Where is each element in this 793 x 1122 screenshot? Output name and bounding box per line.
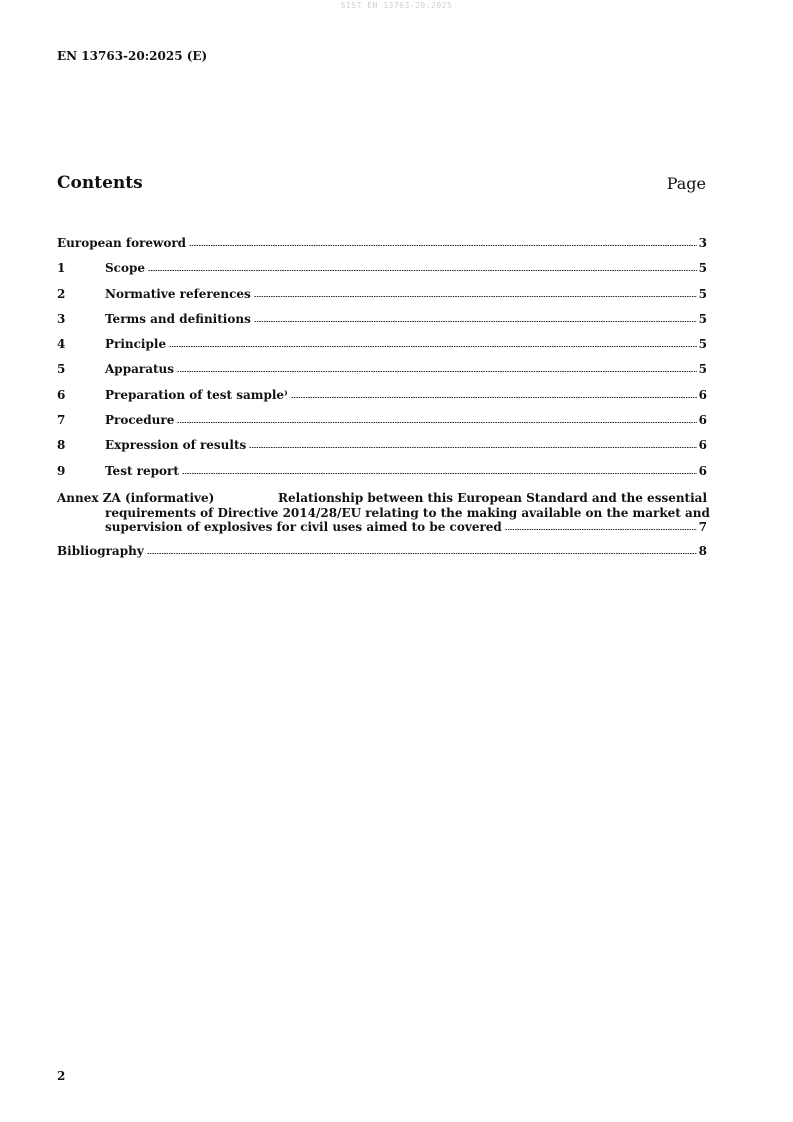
dot-leader <box>169 345 697 348</box>
toc-entry-page: 6 <box>698 413 707 428</box>
toc-entry-page: 6 <box>698 438 707 453</box>
toc-entry-title: Bibliography <box>57 543 144 558</box>
annex-title-part-1: Relationship between this European Standard and the essential <box>278 490 707 505</box>
toc-entry-page: 3 <box>698 236 707 250</box>
toc-entry-title: European foreword <box>57 236 187 250</box>
toc-entry-number: 3 <box>57 311 66 326</box>
dot-leader <box>177 421 696 424</box>
toc-entry-number: 4 <box>57 337 66 352</box>
dot-leader <box>177 370 697 373</box>
dot-leader <box>182 472 697 475</box>
dot-leader <box>505 528 697 531</box>
toc-entry-normative-references[interactable] <box>57 287 707 312</box>
toc-entry-procedure[interactable] <box>57 413 707 438</box>
toc-entry-number: 5 <box>57 362 66 377</box>
toc-entry-page: 5 <box>698 286 707 301</box>
toc-entry-title: Apparatus <box>105 362 174 377</box>
toc-entry-principle[interactable] <box>57 337 707 362</box>
toc-entry-title: Expression of results <box>105 438 247 453</box>
toc-entry-number: 9 <box>57 463 66 478</box>
toc-entry-number: 7 <box>57 413 66 428</box>
annex-title-part-2: requirements of Directive 2014/28/EU relating to the making available on the market and <box>105 505 710 520</box>
dot-leader <box>148 269 697 272</box>
toc-entry-page: 8 <box>698 543 707 558</box>
toc-entry-expression-of-results[interactable] <box>57 438 707 463</box>
toc-entry-test-report[interactable] <box>57 464 707 489</box>
toc-entry-number: 1 <box>57 261 66 276</box>
annex-heading: Annex ZA (informative) <box>57 490 215 505</box>
contents-heading: Contents <box>57 173 143 193</box>
toc-entry-bibliography[interactable] <box>57 544 707 569</box>
watermark: SIST EN 13763-20:2025 <box>340 1 453 10</box>
annex-line-3 <box>57 520 707 535</box>
toc-entry-annex-za[interactable] <box>57 489 710 544</box>
toc-entry-title: Procedure <box>105 413 175 428</box>
dot-leader <box>254 320 697 323</box>
dot-leader <box>249 446 696 449</box>
toc-entry-title: Scope <box>105 261 146 276</box>
table-of-contents <box>57 236 710 569</box>
toc-entry-page: 5 <box>698 362 707 377</box>
annex-title-part-3: supervision of explosives for civil uses aimed to be covered <box>105 520 502 535</box>
toc-entry-title: Test report <box>105 463 179 478</box>
toc-entry-page: 6 <box>698 463 707 478</box>
dot-leader <box>291 396 697 399</box>
toc-entry-terms-and-definitions[interactable] <box>57 312 707 337</box>
toc-entry-page: 6 <box>698 387 707 402</box>
dot-leader <box>189 244 697 247</box>
toc-entry-title: Normative references <box>105 286 251 301</box>
page-number: 2 <box>57 1069 66 1083</box>
toc-entry-title: Terms and definitions <box>105 311 251 326</box>
toc-entry-page: 5 <box>698 337 707 352</box>
annex-line-1 <box>57 491 707 506</box>
toc-entry-page: 7 <box>698 520 707 535</box>
document-id-header: EN 13763-20:2025 (E) <box>57 49 208 63</box>
toc-entry-number: 8 <box>57 438 66 453</box>
dot-leader <box>147 552 697 555</box>
toc-entry-scope[interactable] <box>57 261 707 286</box>
toc-entry-title: Preparation of test sample⁾ <box>105 387 288 402</box>
toc-entry-preparation-of-test-sample[interactable] <box>57 388 707 413</box>
toc-entry-apparatus[interactable] <box>57 362 707 387</box>
toc-entry-number: 6 <box>57 387 66 402</box>
toc-entry-page: 5 <box>698 261 707 276</box>
toc-entry-page: 5 <box>698 311 707 326</box>
dot-leader <box>254 295 697 298</box>
page-column-label: Page <box>666 174 706 193</box>
toc-entry-european-foreword[interactable] <box>57 236 707 261</box>
toc-entry-number: 2 <box>57 286 66 301</box>
toc-entry-title: Principle <box>105 337 167 352</box>
